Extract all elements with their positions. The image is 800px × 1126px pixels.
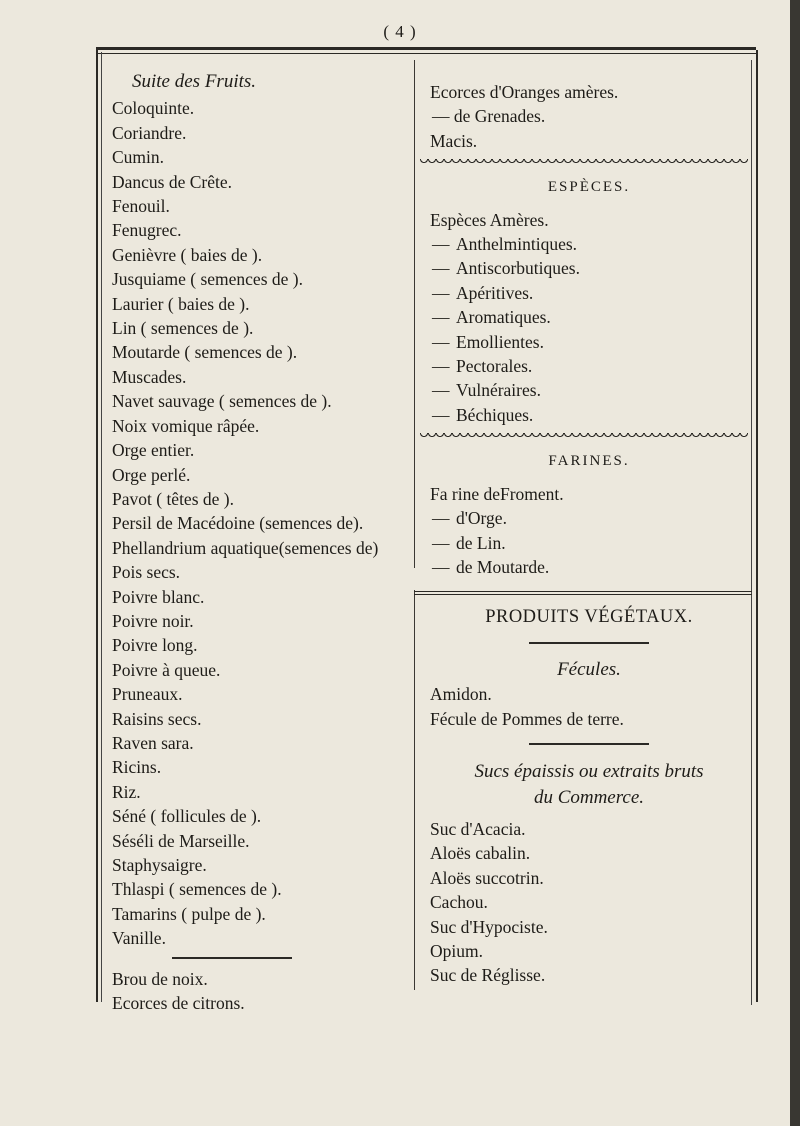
list-item: Poivre blanc. — [112, 586, 205, 607]
list-item: — Antiscorbutiques. — [432, 258, 580, 279]
list-item: Pois secs. — [112, 562, 181, 583]
list-item: Genièvre ( baies de ). — [112, 244, 263, 265]
section-divider — [529, 743, 649, 745]
list-item: Navet sauvage ( semences de ). — [112, 391, 332, 412]
left-border-rule — [96, 50, 98, 1002]
list-item: Ecorces de citrons. — [112, 993, 245, 1014]
list-item: Coloquinte. — [112, 98, 195, 119]
list-item: Coriandre. — [112, 122, 187, 143]
list-item: Staphysaigre. — [112, 855, 207, 875]
list-item: Séné ( follicules de ). — [112, 806, 262, 827]
list-item: Fenouil. — [112, 196, 170, 217]
list-item: Séséli de Marseille. — [112, 830, 250, 851]
list-item: Brou de noix. — [112, 968, 208, 989]
list-intro: Fa rine deFroment. — [430, 483, 564, 504]
list-item: — Béchiques. — [432, 404, 534, 425]
list-item: Ricins. — [112, 757, 162, 778]
list-item: Persil de Macédoine (semences de). — [112, 513, 364, 534]
list-item: Noix vomique râpée. — [112, 415, 260, 436]
after-rule-list — [112, 967, 412, 1016]
list-item: Orge perlé. — [112, 464, 191, 485]
list-item: Cachou. — [430, 892, 488, 913]
list-item: Macis. — [430, 130, 478, 151]
list-item: Poivre long. — [112, 635, 198, 656]
list-item: Laurier ( baies de ). — [112, 293, 250, 314]
column-separator — [414, 60, 415, 568]
list-item: Ecorces d'Oranges amères. — [430, 82, 619, 102]
right-border-rule-thin — [751, 60, 752, 1005]
list-item: Riz. — [112, 781, 141, 802]
wavy-divider — [420, 159, 748, 167]
list-item: — Aromatiques. — [432, 307, 551, 328]
list-item: Lin ( semences de ). — [112, 318, 254, 339]
page-edge-shadow — [790, 0, 800, 1126]
list-item: Muscades. — [112, 366, 187, 387]
top-border-rule — [96, 47, 756, 50]
list-item: Opium. — [430, 940, 483, 961]
list-item: Suc d'Hypociste. — [430, 916, 548, 937]
top-border-rule-thin — [96, 53, 756, 54]
list-item: Pavot ( têtes de ). — [112, 488, 234, 509]
list-item: Dancus de Crête. — [112, 171, 233, 192]
list-item: Moutarde ( semences de ). — [112, 342, 298, 363]
list-item: — Apéritives. — [432, 282, 534, 303]
list-item: — Anthelmintiques. — [432, 234, 578, 255]
list-item: Poivre à queue. — [112, 659, 221, 680]
list-item: Tamarins ( pulpe de ). — [112, 903, 266, 924]
list-item: Raisins secs. — [112, 708, 202, 729]
sucs-title-line2: du Commerce. — [533, 786, 645, 808]
list-item: Suc de Réglisse. — [430, 965, 546, 986]
list-item: Cumin. — [112, 147, 165, 168]
section-heading-produits: PRODUITS VÉGÉTAUX. — [485, 607, 693, 628]
section-divider — [172, 957, 292, 959]
sucs-title-line1: Sucs épaissis ou extraits bruts — [474, 760, 704, 782]
section-heading-fruits: Suite des Fruits. — [132, 71, 257, 92]
column-separator-lower — [414, 590, 415, 990]
list-item: Vanille. — [112, 928, 166, 949]
section-heading-sucs — [430, 759, 748, 811]
list-item: Jusquiame ( semences de ). — [112, 269, 303, 290]
list-item: — Emollientes. — [432, 331, 544, 352]
list-item: Aloës cabalin. — [430, 843, 531, 864]
list-item: Fécule de Pommes de terre. — [430, 708, 624, 729]
list-item: — de Lin. — [432, 532, 506, 553]
left-border-rule-thin — [101, 52, 102, 1002]
right-column — [430, 80, 748, 988]
list-intro: Espèces Amères. — [430, 209, 549, 230]
list-item: — Pectorales. — [432, 356, 533, 377]
list-item: Suc d'Acacia. — [430, 818, 526, 839]
list-item: Thlaspi ( semences de ). — [112, 879, 282, 900]
page-number: ( 4 ) — [383, 22, 417, 41]
list-item: Phellandrium aquatique(semences de) — [112, 537, 379, 558]
list-item: — d'Orge. — [432, 508, 507, 529]
list-item: Amidon. — [430, 684, 492, 705]
list-item: Orge entier. — [112, 440, 195, 461]
double-rule-divider — [414, 591, 752, 595]
left-column — [112, 70, 412, 1015]
section-heading-especes: ESPÈCES. — [547, 179, 631, 196]
fruits-list — [112, 96, 412, 950]
list-item: — de Moutarde. — [432, 556, 550, 577]
section-divider — [529, 642, 649, 644]
section-heading-farines: FARINES. — [548, 453, 630, 470]
list-item: Raven sara. — [112, 732, 194, 753]
sucs-list — [430, 817, 748, 988]
section-heading-fecules: Fécules. — [557, 658, 621, 680]
wavy-divider — [420, 433, 748, 441]
list-item: Poivre noir. — [112, 610, 194, 631]
right-border-rule — [756, 50, 758, 1002]
list-item: Fenugrec. — [112, 220, 182, 241]
list-item: Aloës succotrin. — [430, 867, 544, 888]
list-item: — Vulnéraires. — [432, 380, 541, 401]
list-item: Pruneaux. — [112, 684, 183, 705]
list-item: — de Grenades. — [432, 106, 546, 127]
